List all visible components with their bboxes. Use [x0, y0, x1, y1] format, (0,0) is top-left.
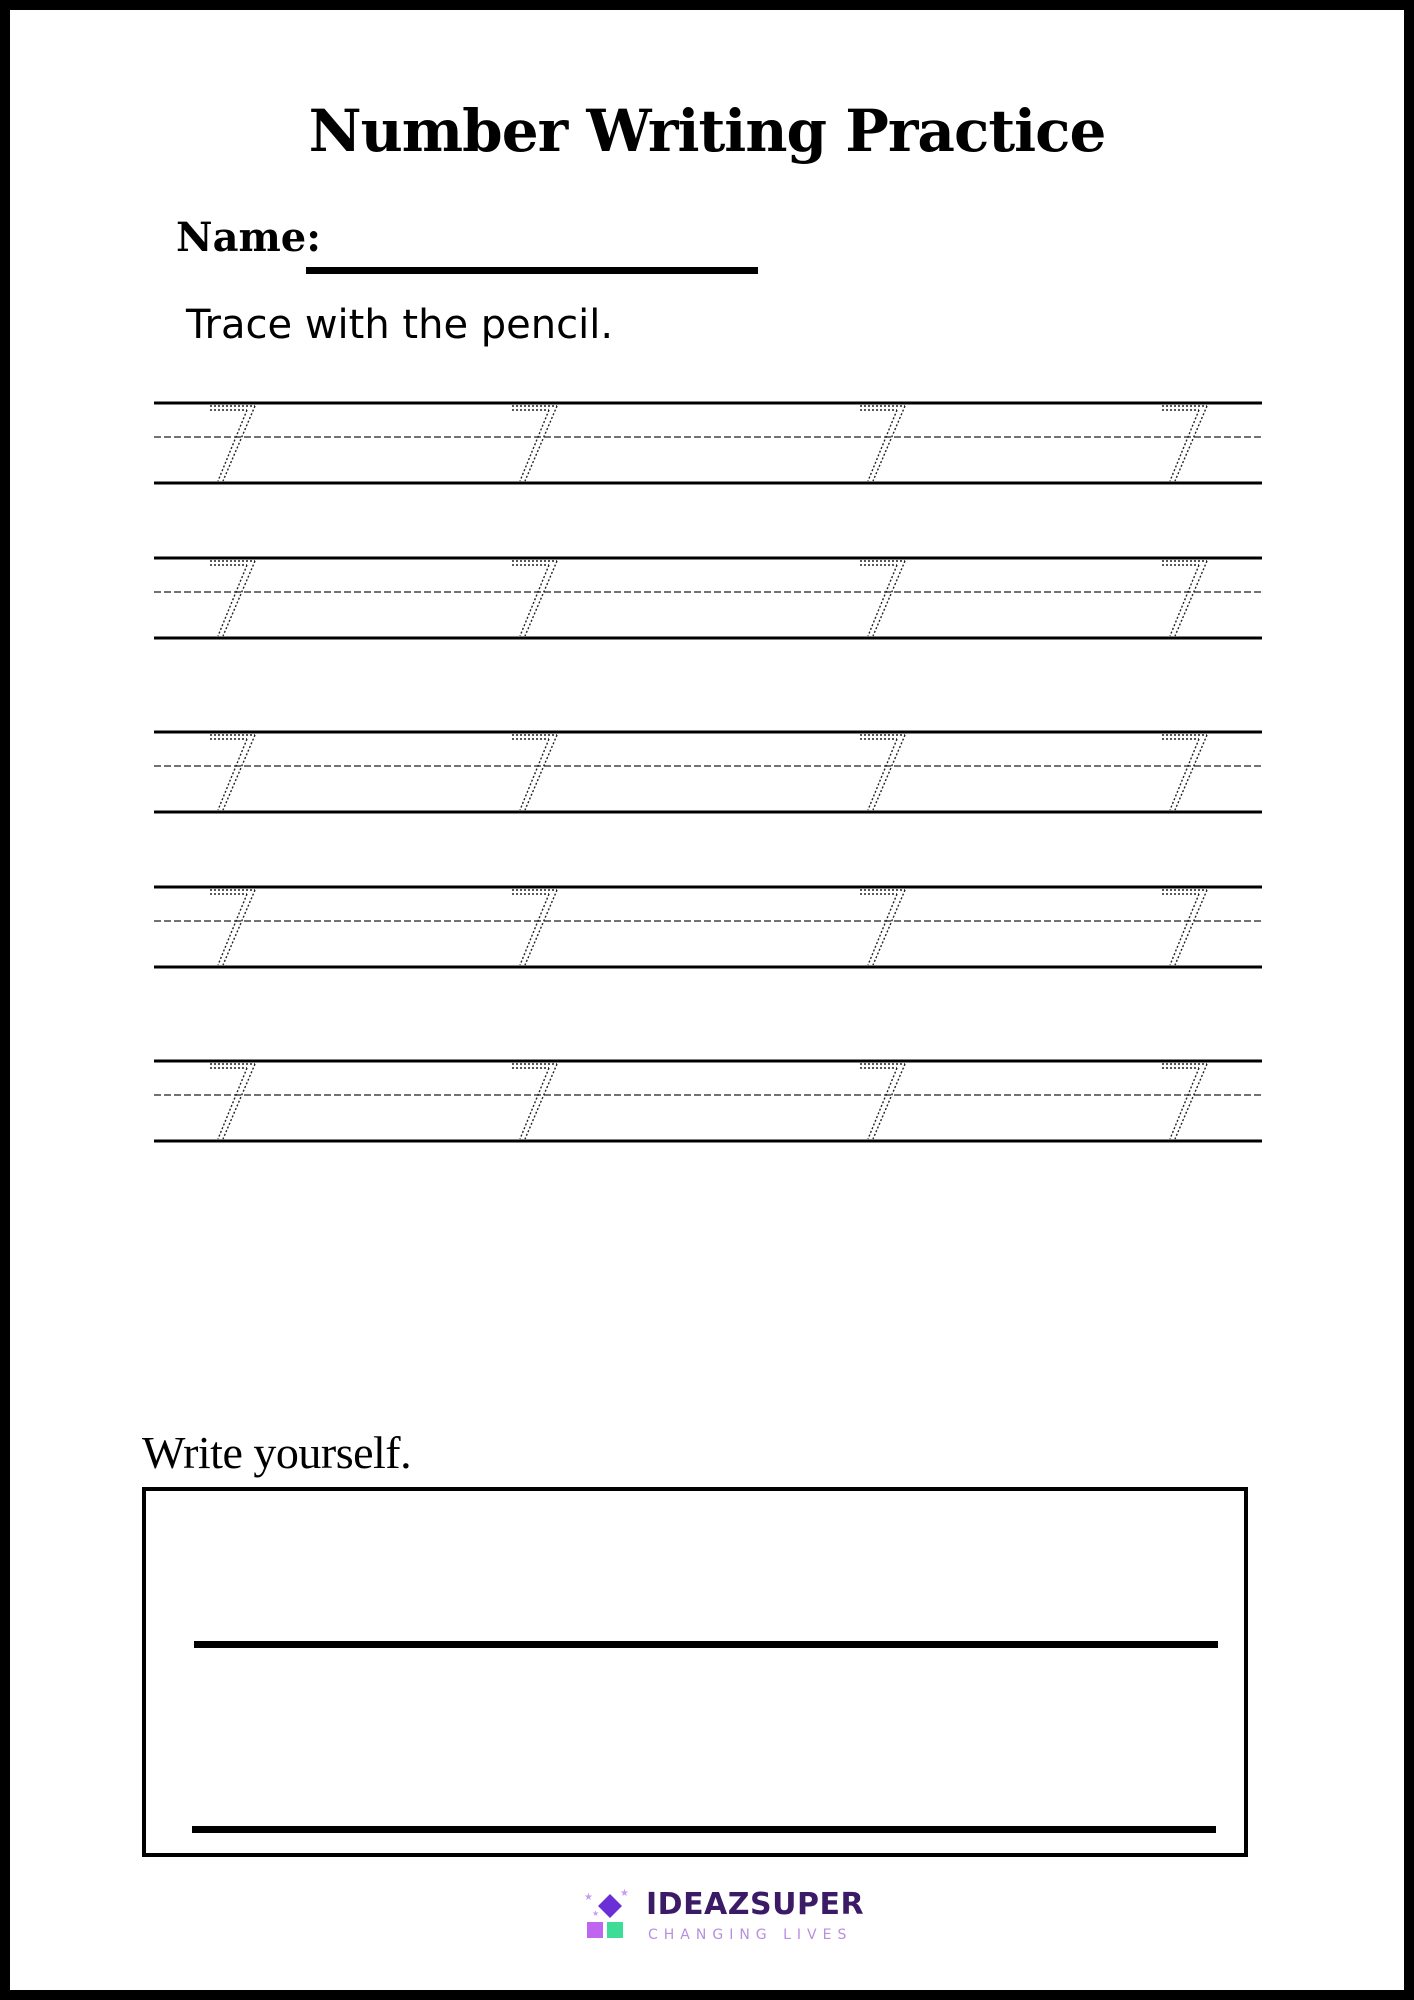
logo-mark-icon: [580, 1888, 640, 1948]
trace-digit-seven[interactable]: [1162, 561, 1207, 636]
trace-digit-seven[interactable]: [512, 406, 557, 481]
writing-line[interactable]: [192, 1826, 1216, 1833]
trace-digit-seven[interactable]: [860, 735, 905, 810]
trace-digit-seven[interactable]: [512, 561, 557, 636]
name-label: Name:: [176, 214, 322, 261]
logo-star: ★: [584, 1892, 593, 1903]
logo-diamond: [598, 1894, 622, 1918]
trace-digit-seven[interactable]: [1162, 735, 1207, 810]
trace-digit-seven[interactable]: [860, 890, 905, 965]
trace-digit-seven[interactable]: [210, 890, 255, 965]
brand-name: IDEAZSUPER: [646, 1887, 865, 1922]
writing-line[interactable]: [194, 1641, 1218, 1648]
logo-star: ★: [592, 1909, 600, 1918]
trace-digit-seven[interactable]: [210, 406, 255, 481]
trace-digit-seven[interactable]: [1162, 1064, 1207, 1139]
trace-digit-seven[interactable]: [1162, 890, 1207, 965]
trace-digit-seven[interactable]: [512, 1064, 557, 1139]
trace-digit-seven[interactable]: [860, 406, 905, 481]
trace-digit-seven[interactable]: [1162, 406, 1207, 481]
page-title: Number Writing Practice: [308, 97, 1106, 165]
write-box[interactable]: [142, 1487, 1248, 1857]
logo-square-left: [587, 1922, 603, 1938]
trace-digit-seven[interactable]: [512, 890, 557, 965]
trace-digit-seven[interactable]: [210, 1064, 255, 1139]
trace-instruction: Trace with the pencil.: [186, 302, 614, 348]
trace-digit-seven[interactable]: [860, 1064, 905, 1139]
trace-digit-seven[interactable]: [210, 735, 255, 810]
brand-logo: [580, 1888, 880, 1948]
logo-star: ★: [620, 1888, 629, 1899]
trace-digit-seven[interactable]: [210, 561, 255, 636]
brand-tagline: CHANGING LIVES: [648, 1927, 853, 1943]
trace-digit-seven[interactable]: [860, 561, 905, 636]
write-instruction: Write yourself.: [142, 1427, 412, 1478]
logo-square-right: [607, 1922, 623, 1938]
trace-digit-seven[interactable]: [512, 735, 557, 810]
